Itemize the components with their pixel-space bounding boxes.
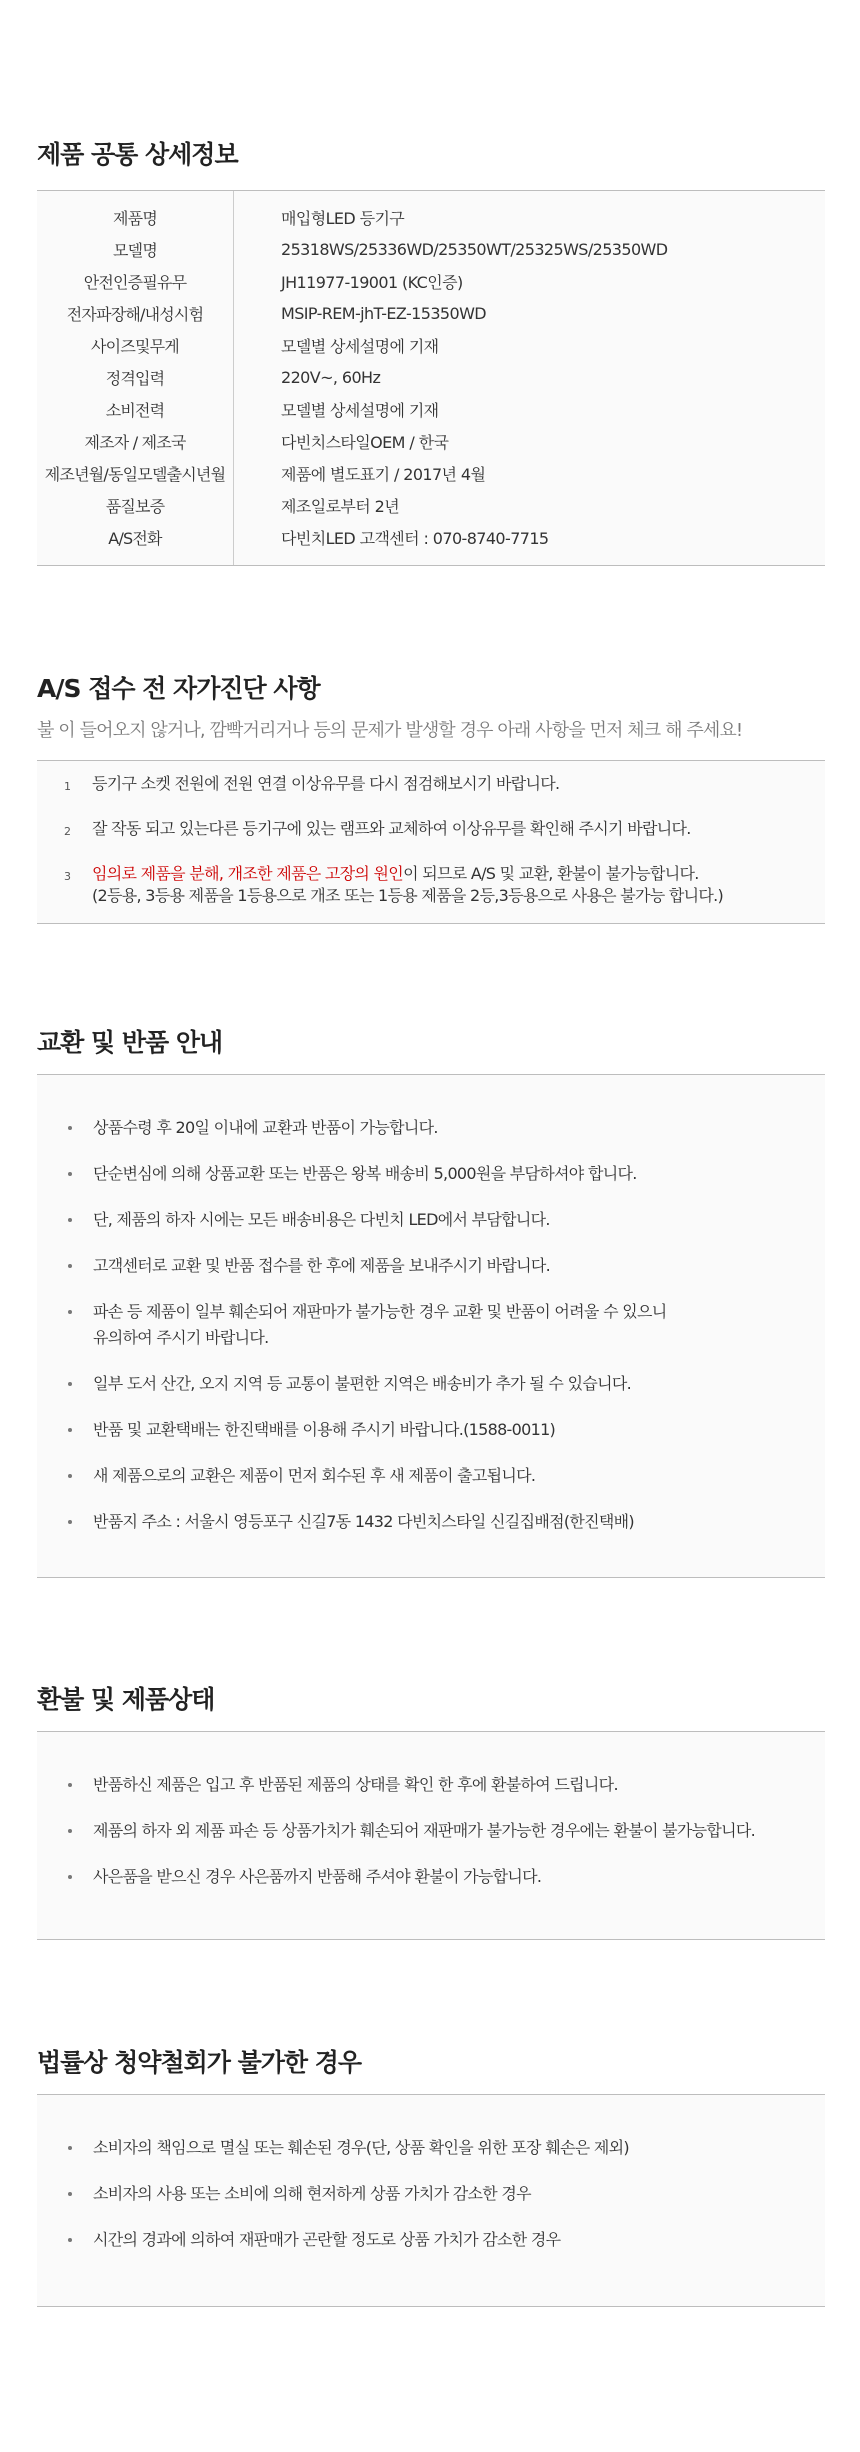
spec-row	[37, 201, 825, 233]
exchange-return-section	[37, 1026, 825, 1578]
spec-value: 다빈치스타일OEM / 한국	[281, 432, 449, 452]
list-item: 고객센터로 교환 및 반품 접수를 한 후에 제품을 보내주시기 바랍니다.	[37, 1253, 825, 1279]
selfcheck-subtitle: 불 이 들어오지 않거나, 깜빡거리거나 등의 문제가 발생할 경우 아래 사항을 먼저 체크 해 주세요!	[37, 720, 743, 741]
list-item: 반품지 주소 : 서울시 영등포구 신길7동 1432 다빈치스타일 신길집배점(한진택배)	[37, 1509, 825, 1535]
list-item: 소비자의 책임으로 멸실 또는 훼손된 경우(단, 상품 확인을 위한 포장 훼손은 제외)	[37, 2135, 825, 2161]
spec-label: 모델명	[113, 240, 157, 260]
self-check-section	[37, 672, 825, 924]
spec-value: 모델별 상세설명에 기재	[281, 400, 439, 420]
spec-value: 25318WS/25336WD/25350WT/25325WS/25350WD	[281, 239, 668, 259]
spec-label: 제조자 / 제조국	[84, 432, 186, 452]
list-item: 단, 제품의 하자 시에는 모든 배송비용은 다빈치 LED에서 부담합니다.	[37, 1207, 825, 1233]
spec-value: 제품에 별도표기 / 2017년 4월	[281, 464, 486, 484]
list-item: 시간의 경과에 의하여 재판매가 곤란할 정도로 상품 가치가 감소한 경우	[37, 2227, 825, 2253]
spec-title: 제품 공통 상세정보	[37, 140, 238, 169]
spec-value: JH11977-19001 (KC인증)	[281, 272, 463, 292]
list-item	[37, 863, 825, 907]
spec-label: 소비전력	[105, 400, 165, 420]
refund-title: 환불 및 제품상태	[37, 1685, 215, 1714]
item-text: 잘 작동 되고 있는다른 등기구에 있는 램프와 교체하여 이상유무를 확인해 주시기 바랍니다.	[92, 819, 691, 838]
spec-value: 매입형LED 등기구	[281, 208, 405, 228]
spec-row	[37, 265, 825, 297]
spec-row	[37, 329, 825, 361]
spec-value: 다빈치LED 고객센터 : 070-8740-7715	[281, 528, 549, 548]
spec-label: 품질보증	[105, 496, 165, 516]
spec-row	[37, 521, 825, 553]
spec-value: 220V~, 60Hz	[281, 367, 381, 387]
list-item	[37, 1299, 825, 1351]
spec-table-divider	[233, 191, 234, 565]
item-text: 이 되므로 A/S 및 교환, 환불이 불가능합니다.	[403, 864, 699, 883]
spec-value: 모델별 상세설명에 기재	[281, 336, 439, 356]
item-number: 2	[64, 825, 71, 838]
list-item: 제품의 하자 외 제품 파손 등 상품가치가 훼손되어 재판매가 불가능한 경우에는 환불이 불가능합니다.	[37, 1818, 825, 1844]
spec-row	[37, 425, 825, 457]
item-note: (2등용, 3등용 제품을 1등용으로 개조 또는 1등용 제품을 2등,3등용으로 사용은 불가능 합니다.)	[92, 886, 724, 905]
item-number: 1	[64, 780, 71, 793]
spec-label: 안전인증필유무	[83, 272, 187, 292]
list-item: 사은품을 받으신 경우 사은품까지 반품해 주셔야 환불이 가능합니다.	[37, 1864, 825, 1890]
refund-section	[37, 1683, 825, 1940]
list-item: 반품하신 제품은 입고 후 반품된 제품의 상태를 확인 한 후에 환불하여 드립니다.	[37, 1772, 825, 1798]
list-item-line: 유의하여 주시기 바랍니다.	[93, 1328, 269, 1347]
spec-row	[37, 361, 825, 393]
list-item: 상품수령 후 20일 이내에 교환과 반품이 가능합니다.	[37, 1115, 825, 1141]
list-item	[37, 773, 825, 798]
nowithdraw-list	[37, 2095, 825, 2307]
spec-label: 전자파장해/내성시험	[66, 304, 204, 324]
spec-row	[37, 457, 825, 489]
item-text-block	[92, 863, 723, 907]
spec-label: 제품명	[113, 208, 157, 228]
spec-label: 사이즈및무게	[91, 336, 179, 356]
spec-row	[37, 489, 825, 521]
spec-value: MSIP-REM-jhT-EZ-15350WD	[281, 303, 487, 323]
nowithdraw-title: 법률상 청약철회가 불가한 경우	[37, 2048, 362, 2077]
list-item: 단순변심에 의해 상품교환 또는 반품은 왕복 배송비 5,000원을 부담하셔야 합니다.	[37, 1161, 825, 1187]
spec-row	[37, 393, 825, 425]
product-spec-section	[37, 138, 825, 566]
spec-row	[37, 233, 825, 265]
item-text: 등기구 소켓 전원에 전원 연결 이상유무를 다시 점검해보시기 바랍니다.	[92, 774, 560, 793]
spec-label: 정격입력	[105, 368, 165, 388]
warning-text: 임의로 제품을 분해, 개조한 제품은 고장의 원인	[92, 864, 404, 883]
list-item: 소비자의 사용 또는 소비에 의해 현저하게 상품 가치가 감소한 경우	[37, 2181, 825, 2207]
item-number: 3	[64, 870, 71, 883]
list-item: 반품 및 교환택배는 한진택배를 이용해 주시기 바랍니다.(1588-0011)	[37, 1417, 825, 1443]
spec-table	[37, 190, 825, 566]
self-check-list	[37, 760, 825, 924]
spec-label: A/S전화	[108, 528, 162, 548]
spec-row	[37, 297, 825, 329]
list-item: 일부 도서 산간, 오지 지역 등 교통이 불편한 지역은 배송비가 추가 될 수 있습니다.	[37, 1371, 825, 1397]
exchange-list	[37, 1075, 825, 1578]
spec-label: 제조년월/동일모델출시년월	[44, 464, 226, 484]
list-item	[37, 818, 825, 843]
list-item-line: 파손 등 제품이 일부 훼손되어 재판마가 불가능한 경우 교환 및 반품이 어려울 수 있으니	[93, 1302, 667, 1321]
exchange-title: 교환 및 반품 안내	[37, 1028, 223, 1057]
refund-list	[37, 1732, 825, 1940]
spec-value: 제조일로부터 2년	[281, 496, 400, 516]
selfcheck-title: A/S 접수 전 자가진단 사항	[37, 674, 320, 703]
list-item: 새 제품으로의 교환은 제품이 먼저 회수된 후 새 제품이 출고됩니다.	[37, 1463, 825, 1489]
no-withdrawal-section	[37, 2046, 825, 2307]
